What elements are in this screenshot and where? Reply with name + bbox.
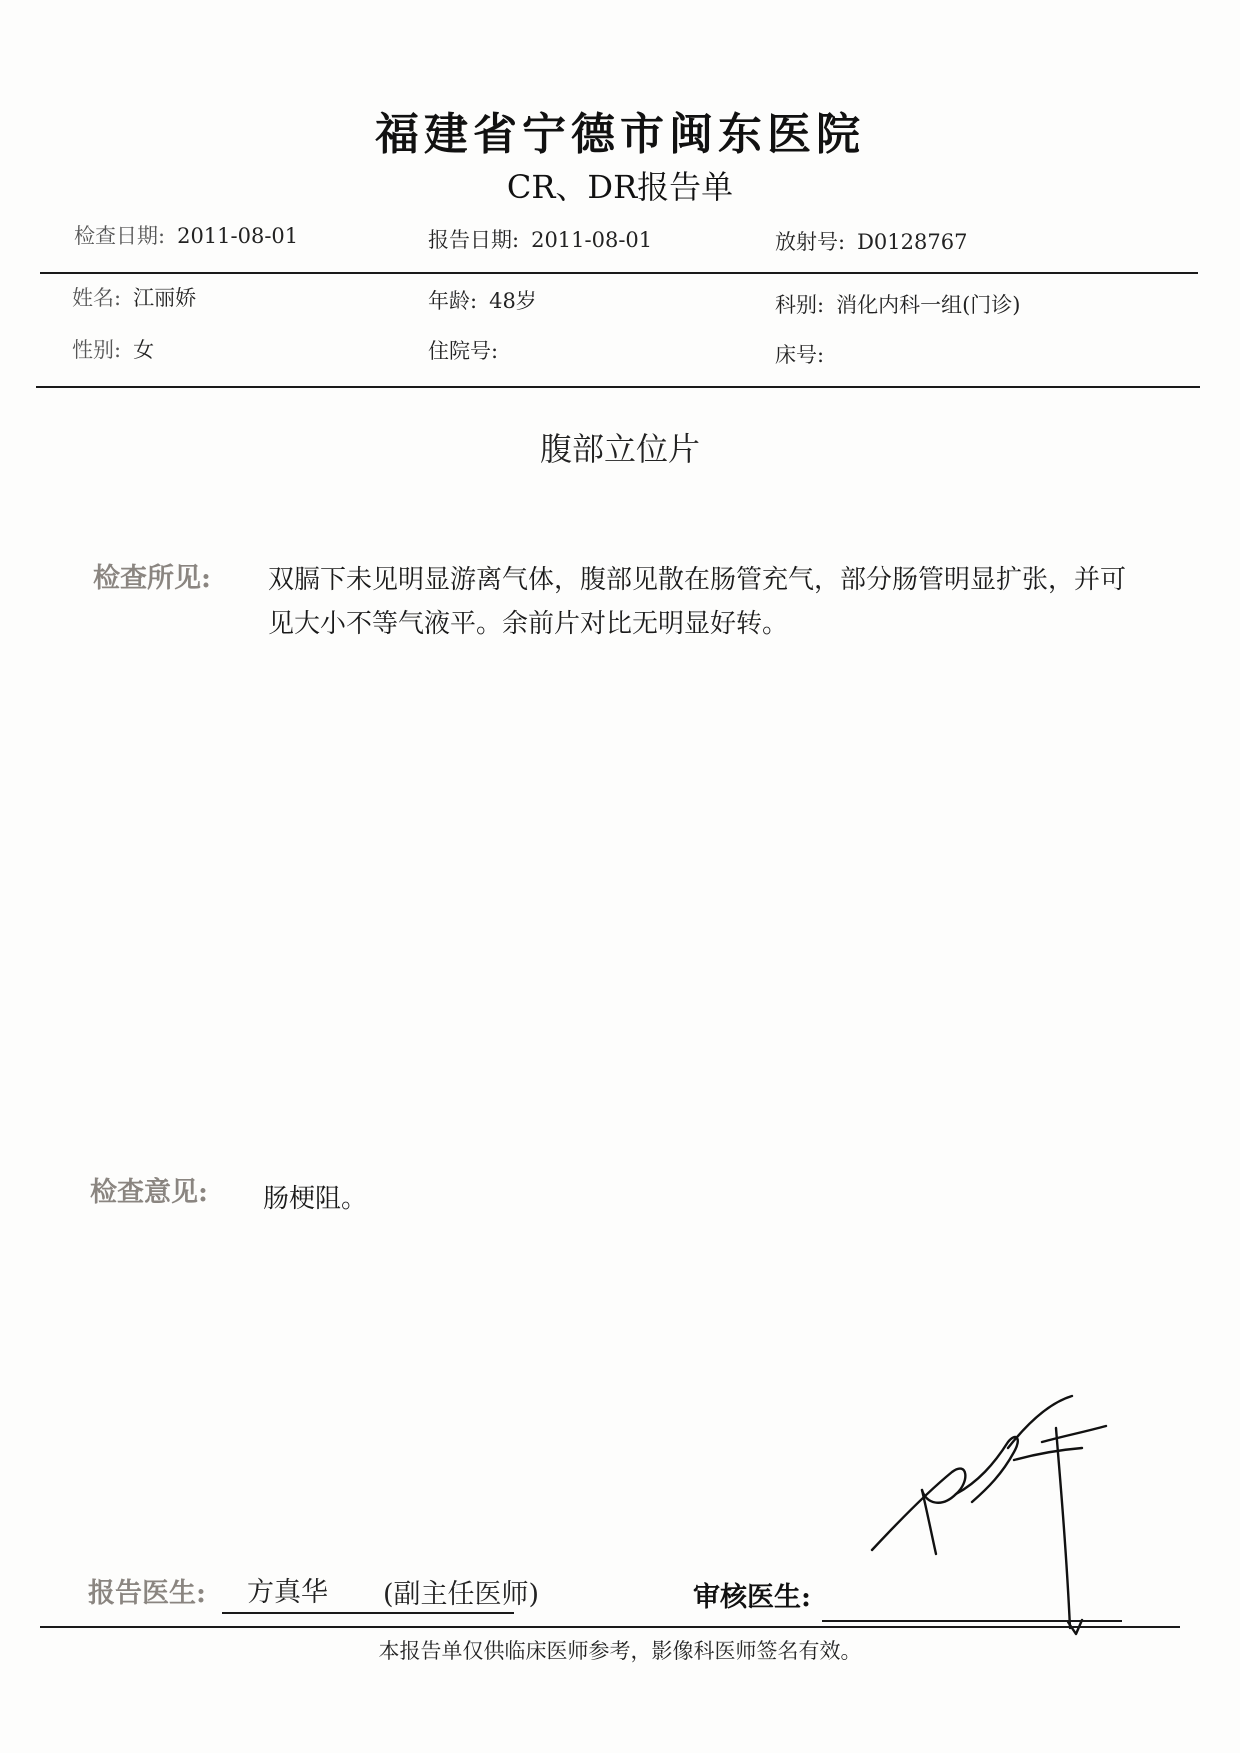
radiology-no-value: D0128767 <box>857 230 968 254</box>
report-date-label: 报告日期: <box>428 228 520 252</box>
sex-value: 女 <box>133 338 155 362</box>
age-label: 年龄: <box>428 289 478 313</box>
patient-rule <box>36 386 1200 388</box>
radiology-no-label: 放射号: <box>775 230 846 254</box>
bed-no-label: 床号: <box>775 343 825 367</box>
exam-date-field <box>74 220 298 250</box>
exam-date-value: 2011-08-01 <box>177 224 299 248</box>
sex-label: 性别: <box>72 338 122 362</box>
department-label: 科别: <box>775 293 825 317</box>
handwritten-signature <box>860 1390 1140 1650</box>
inpatient-no-field <box>428 335 510 365</box>
report-doctor-title: (副主任医师) <box>383 1579 540 1610</box>
name-value: 江丽娇 <box>133 286 197 310</box>
footer-rule <box>40 1626 1180 1628</box>
hospital-name: 福建省宁德市闽东医院 <box>375 109 865 160</box>
findings-label: 检查所见: <box>93 563 211 594</box>
age-field <box>428 285 537 315</box>
report-date-field <box>428 224 652 254</box>
department-value: 消化内科一组(门诊) <box>836 293 1021 317</box>
department-field <box>775 289 1020 319</box>
impression-text: 肠梗阻。 <box>263 1184 368 1214</box>
impression-label: 检查意见: <box>90 1177 208 1208</box>
report-doctor-label: 报告医生: <box>88 1578 206 1609</box>
name-field <box>72 282 196 312</box>
form-title: CR、DR报告单 <box>506 168 734 206</box>
report-doctor-underline <box>222 1612 514 1614</box>
exam-date-label: 检查日期: <box>74 224 166 248</box>
inpatient-no-label: 住院号: <box>428 339 499 363</box>
report-doctor-name: 方真华 <box>247 1577 328 1608</box>
findings-text: 双膈下未见明显游离气体，腹部见散在肠管充气，部分肠管明显扩张，并可见大小不等气液平。余前片对比无明显好转。 <box>268 565 1127 639</box>
footer-note: 本报告单仅供临床医师参考，影像科医师签名有效。 <box>378 1639 862 1663</box>
reviewer-underline <box>822 1620 1122 1622</box>
exam-name: 腹部立位片 <box>539 430 700 468</box>
radiology-no-field <box>775 226 967 256</box>
header-rule <box>40 272 1198 274</box>
report-date-value: 2011-08-01 <box>531 228 653 252</box>
sex-field <box>72 334 154 364</box>
bed-no-field <box>775 339 836 369</box>
reviewer-label: 审核医生: <box>693 1582 811 1613</box>
age-value: 48岁 <box>489 289 537 313</box>
name-label: 姓名: <box>72 286 122 310</box>
